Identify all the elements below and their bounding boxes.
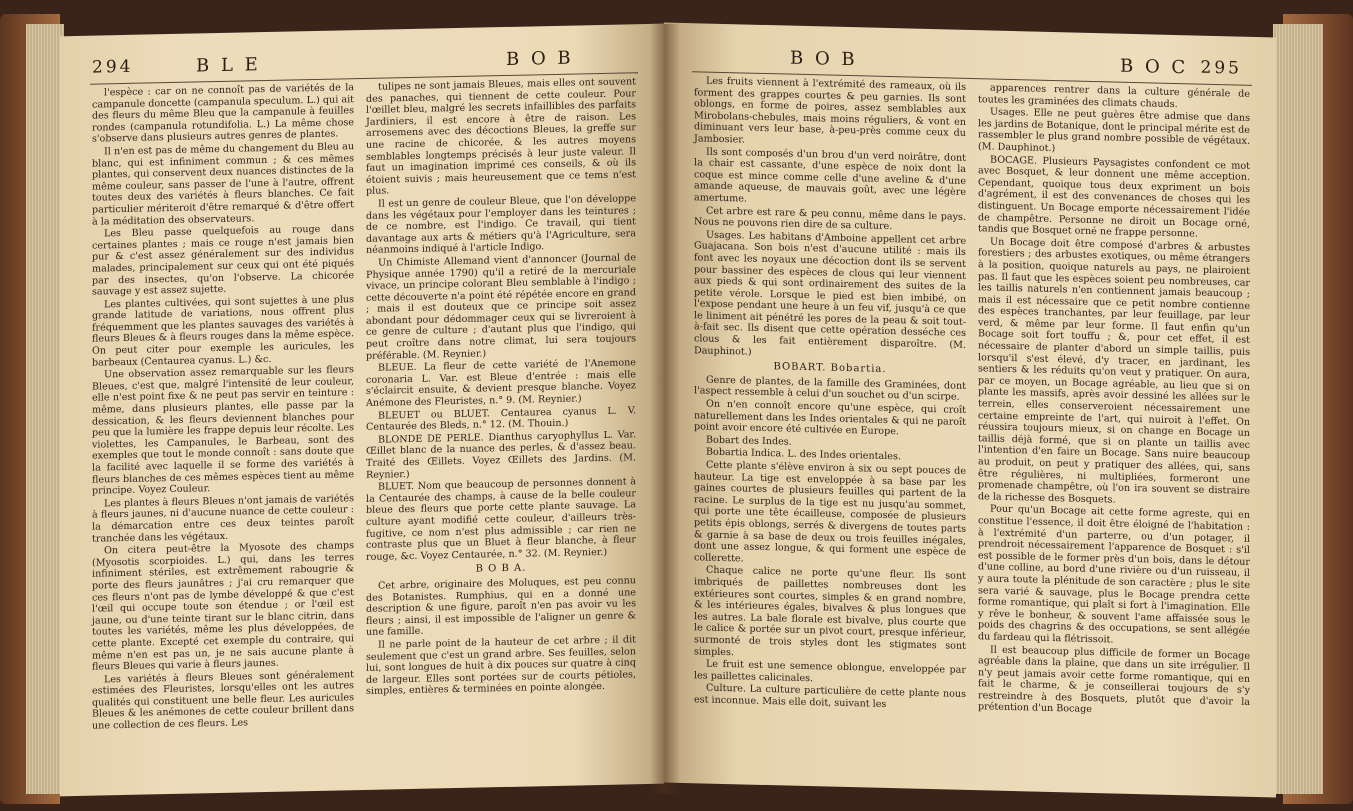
left-header-word-1: B L E — [196, 54, 261, 77]
left-page — [60, 24, 664, 797]
paragraph: Les plantes cultivées, qui sont sujettes à une plus grande latitude de variations, nous offrent plus fréquemment que les plantes sauvages des variétés à fleurs Bleues & à fleurs rouges dans la même espèce. On peut citer pour exemple les auricules, les barbeaux (Centaurea cyanus. L.) &c. — [92, 293, 354, 369]
paragraph: Chaque calice ne porte qu'une fleur. Ils sont imbriqués de paillettes nombreuses dont les extérieures sont courtes, simples & en grand nombre, & les intérieures égales, bivalves & plus longues que les autres. La bale florale est bivalve, plus courte que le calice & portée sur un pivot court, presque inférieur, surmonté de trois styles dont les stigmates sont simples. — [694, 564, 966, 658]
paragraph: Ils sont composés d'un brou d'un verd noirâtre, dont la chair est cassante, d'une espèce de noix dont la coque est mince comme celle d'une aveline & d'une amande aqueuse, de mauvais goût, avec une légère amertume. — [694, 146, 966, 205]
paragraph: Les fruits viennent à l'extrémité des rameaux, où ils forment des grappes courtes & peu garnies. Ils sont oblongs, en forme de poires, assez semblables aux Mirobolans-chebules, mais moins réguliers, & vont en diminuant vers leur base, à-peu-près comme ceux du Jambosier. — [694, 75, 966, 146]
entry-heading: BOBART. Bobartia. — [773, 361, 887, 376]
right-header-word-2: B O C — [1120, 55, 1189, 79]
paragraph: Usages. Elle ne peut guères être admise que dans les jardins de Botanique, dont le principal mérite est de rassembler le plus grand nombre possible de végétaux. (M. Dauphinot.) — [978, 106, 1250, 155]
paragraph: Un Chimiste Allemand vient d'annoncer (Journal de Physique année 1790) qu'il a retiré de la mercuriale vivace, un principe colorant Bleu semblable à l'indigo ; cette découverte n'a point été répétée encore en grand ; mais il est douteux que ce principe soit assez abondant pour dédommager ceux qui se livreroient à ce genre de culture ; d'autant plus que l'indigo, qui peut croître dans notre climat, lui sera toujours préférable. (M. Reynier.) — [366, 252, 636, 362]
paragraph: Un Bocage doit être composé d'arbres & arbustes forestiers ; des arbustes exotiques, ou même étrangers à la position, quoique naturels au pays, ne plairoient pas. Il faut que les espèces soient peu nombreuses, car les taillis naturels n'en contiennent jamais beaucoup ; mais il est nécessaire que ce petit nombre contienne des espèces tranchantes, par leur feuillage, par leur verd, & même par leur forme. Il faut enfin qu'un Bocage soit fort touffu ; &, pour cet effet, il est nécessaire de planter d'abord un simple taillis, puis lorsqu'il s'est élevé, d'y tracer, en jardinant, les sentiers & les réduits qu'on veut y pratiquer. On aura, par ce moyen, un Bocage agréable, au lieu que si on plante les massifs, après avoir dessiné les allées sur le terrein, elles conserveroient nécessairement une certaine empreinte de l'art, qui nuiroit à l'effet. On réussira toujours mieux, si on change en Bocage un taillis déjà formé, que si on plante un taillis avec l'intention d'en faire un Bocage. Sans nuire beaucoup au produit, on peut y pratiquer des allées, qui, sans être régulières, ni multipliées, formeront une promenade champêtre, où l'on ira souvent se distraire de la richesse des Bosquets. — [978, 236, 1250, 506]
paragraph: BOCAGE. Plusieurs Paysagistes confondent ce mot avec Bosquet, & leur donnent une même acception. Cependant, quoique tous deux expriment un bois d'agrément, il est des convenances de choses qui les distinguent. Un Bocage emporte nécessairement l'idée de champêtre. Personne ne diroit un Bocage orné, tandis que Bosquet orné ne frappe personne. — [978, 154, 1250, 240]
left-page-column-2 — [366, 76, 636, 699]
paragraph: Cet arbre est rare & peu connu, même dans le pays. Nous ne pouvons rien dire de sa culture. — [694, 205, 966, 233]
paragraph: Les variétés à fleurs Bleues sont généralement estimées des Fleuristes, lorsqu'elles ont les autres qualités qui constituent une belle fleur. Les auricules Bleues & les anémones de cette couleur brillent dans une collection de ces fleurs. Les — [92, 668, 354, 732]
paragraph: l'espèce : car on ne connoît pas de variétés de la campanule doncette (campanula speculum. L.) qui ait des fleurs du même Bleu que la campanule à feuilles rondes (campanula rotundifolia. L.) La même chose s'observe dans plusieurs autres genres de plantes. — [92, 82, 354, 146]
paragraph: Il n'en est pas de même du changement du Bleu au blanc, qui est infiniment commun ; & ces mêmes plantes, qui conservent deux nuances distinctes de la même couleur, sans passer de l'une à l'autre, offrent toutes deux des variétés à fleurs blanches. Ce fait particulier mériteroit d'être remarqué & d'être offert à la méditation des observateurs. — [92, 141, 354, 228]
paragraph: BLEUE. La fleur de cette variété de l'Anemone coronaria L. Var. est Bleue d'entrée : mais elle s'éclaircit ensuite, & devient presque blanche. Voyez Anémone des Fleuristes, n.° 9. (M. Reynier.) — [366, 357, 636, 409]
right-page-column-2 — [978, 82, 1250, 721]
paragraph: BLEUET ou BLUET. Centaurea cyanus L. V. Centaurée des Bleds, n.° 12. (M. Thouin.) — [366, 404, 636, 434]
right-page-column-1 — [694, 75, 966, 713]
paragraph: Culture. La culture particulière de cette plante nous est inconnue. Mais elle doit, suivant les — [694, 682, 966, 710]
paragraph: Cette plante s'élève environ à six ou sept pouces de hauteur. La tige est enveloppée à sa base par les gaines courtes de plusieurs feuilles qui partent de la racine. Le surplus de la tige est nu jusqu'au sommet, qui porte une tête écailleuse, composée de plusieurs petits épis oblongs, serrés & divergens de toutes parts & garnie à sa base de deux ou trois feuilles inégales, dont une assez longue, & qui forment une espèce de collerette. — [694, 459, 966, 565]
paragraph: BLONDE DE PERLE. Dianthus caryophyllus L. Var. Œillet blanc de la nuance des perles, & d'assez beau. Traité des Œillets. Voyez Œillets des Jardins. (M. Reynier.) — [366, 429, 636, 481]
page-edges-right — [1273, 24, 1323, 794]
paragraph: Une observation assez remarquable sur les fleurs Bleues, c'est que, malgré l'intensité de leur couleur, elle n'est point fixe & ne peut pas servir en teinture : même, dans plusieurs plantes, elle passe par la dessication, & les fleurs deviennent blanches pour peu que la lumière les frappe depuis leur récolte. Les violettes, les Campanules, le Barbeau, sont des exemples que tout le monde connoît : sans doute que la facilité avec laquelle il se forme des variétés à fleurs blanches de ces mêmes espèces tient au même principe. Voyez Couleur. — [92, 364, 354, 497]
page-edges-left — [26, 24, 64, 794]
paragraph: Il est un genre de couleur Bleue, que l'on développe dans les végétaux pour l'employer dans les teintures ; de ce nombre, est l'indigo. Ce travail, qui tient davantage aux arts & métiers qu'à l'Agriculture, sera néanmoins indiqué à l'article Indigo. — [366, 193, 636, 257]
paragraph: Le fruit est une semence oblongue, enveloppée par les paillettes calicinales. — [694, 658, 966, 684]
right-page — [664, 23, 1276, 798]
paragraph: Pour qu'un Bocage ait cette forme agreste, qui en constitue l'essence, il doit être éloigné de l'habitation : à l'extrémité d'un parterre, ou d'un potager, il prendroit nécessairement l'apparence de Bosquet : s'il est possible de le former près d'un bois, dans le détour d'une colline, au bord d'une rivière ou d'un ruisseau, il y aura toute la plénitude de son caractère ; plus le site sera varié & sauvage, plus le Bocage prendra cette forme romantique, qui plaît si fort à l'imagination. Elle y rêve le bonheur, & souvent l'ame affaissée sous le poids des chagrins & des occupations, se sent allégée du fardeau qui la flétrissoit. — [978, 503, 1250, 646]
paragraph: apparences rentrer dans la culture générale de toutes les graminées des climats chauds. — [978, 82, 1250, 110]
paragraph: On n'en connoît encore qu'une espèce, qui croît naturellement dans les Indes orientales & qui ne paroît point avoir encore été cultivée en Europe. — [694, 398, 966, 438]
paragraph: On citera peut-être la Myosote des champs (Myosotis scorpioides. L.) qui, dans les terres infiniment stériles, est extrêmement rabougrie & porte des fleurs jaunâtres ; j'ai cru remarquer que ces fleurs n'ont pas de lymbe développé & que c'est l'œil qui occupe toute son étendue ; or l'œil est jaune, ou d'une teinte tirant sur le blanc citrin, dans toutes les variétés, même les plus développées, de cette plante. Excepté cet exemple du contraire, qui même n'en est pas un, je ne sais aucune plante à fleurs Bleues qui varie à fleurs jaunes. — [92, 540, 354, 673]
paragraph: Les Bleu passe quelquefois au rouge dans certaines plantes ; mais ce rouge n'est jamais bien pur & c'est assez généralement sur des individus malades, principalement sur ceux qui ont été piqués par des insectes, qu'on l'observe. La chicorée sauvage y est assez sujette. — [92, 223, 354, 298]
right-page-number: 295 — [1200, 57, 1242, 79]
paragraph: BLUET. Nom que beaucoup de personnes donnent à la Centaurée des champs, à cause de la belle couleur bleue des fleurs que porte cette plante sauvage. La culture ayant modifié cette couleur, d'ailleurs très-fugitive, ce nom n'est plus admissible ; car rien ne contraste plus que un Bluet à fleur blanche, à fleur rouge, &c. Voyez Centaurée, n.° 32. (M. Reynier.) — [366, 476, 636, 563]
paragraph: Il est beaucoup plus difficile de former un Bocage agréable dans la plaine, que dans un site irrégulier. Il n'y peut jamais avoir cette forme romantique, qui en fait le charme, & je conseillerai toujours de s'y restreindre à des Bosquets, plutôt que d'avoir la prétention d'un Bocage — [978, 643, 1250, 716]
paragraph: Il ne parle point de la hauteur de cet arbre ; il dit seulement que c'est un grand arbre. Ses feuilles, selon lui, sont longues de huit à dix pouces sur quatre à cinq de largeur. Elles sont portées sur de courts pétioles, simples, entières & terminées en pointe alongée. — [366, 634, 636, 698]
paragraph: Cet arbre, originaire des Moluques, est peu connu des Botanistes. Rumphius, qui en a donné une description & une figure, paroît n'en pas avoir vu les fleurs ; ainsi, il est impossible de l'aligner un genre & une famille. — [366, 575, 636, 639]
left-page-number: 294 — [92, 56, 134, 78]
paragraph: Bobartia Indica. L. des Indes orientales. — [706, 446, 901, 463]
paragraph: Usages. Les habitans d'Amboine appellent cet arbre Guajacana. Son bois n'est d'aucune utilité : mais ils font avec les noyaux une décoction dont ils se servent pour bassiner des espèces de clous qui leur viennent aux pieds & qui sont ordinairement des suites de la petite vérole. Lorsque le pied est bien imbibé, on l'expose pendant une heure à un feu vif, jusqu'à ce que le liniment ait pénétré les pores de la peau & soit tout-à-fait sec. Ils disent que cette opération desséche ces clous & les fait entièrement disparoître. (M. Dauphinot.) — [694, 229, 966, 358]
paragraph: Bobart des Indes. — [706, 434, 792, 448]
paragraph: Les plantes à fleurs Bleues n'ont jamais de variétés à fleurs jaunes, ni d'aucune nuance de cette couleur : la démarcation entre ces deux teintes paroît tranchée dans les végétaux. — [92, 492, 354, 545]
entry-heading: B O B A. — [475, 562, 527, 575]
left-page-column-1 — [92, 82, 354, 733]
left-header-word-2: B O B — [506, 47, 574, 70]
book-gutter — [650, 24, 680, 794]
right-header-word-1: B O B — [790, 47, 858, 71]
paragraph: tulipes ne sont jamais Bleues, mais elles ont souvent des panaches, qui tiennent de cette couleur. Pour l'œillet bleu, malgré les secrets infaillibles des parfaits Jardiniers, il est encore à être de raison. Les arrosemens avec des décoctions Bleues, la greffe sur une racine de chicorée, & les autres moyens semblables longtemps précisés à leur juste valeur. Il faut un imagination imprimé ces conseils, & où ils étoient suivis ; mais heureusement que ce tems n'est plus. — [366, 76, 636, 198]
paragraph: Genre de plantes, de la famille des Graminées, dont l'aspect ressemble à celui d'un souchet ou d'un scirpe. — [694, 374, 966, 404]
left-running-header — [86, 46, 638, 82]
